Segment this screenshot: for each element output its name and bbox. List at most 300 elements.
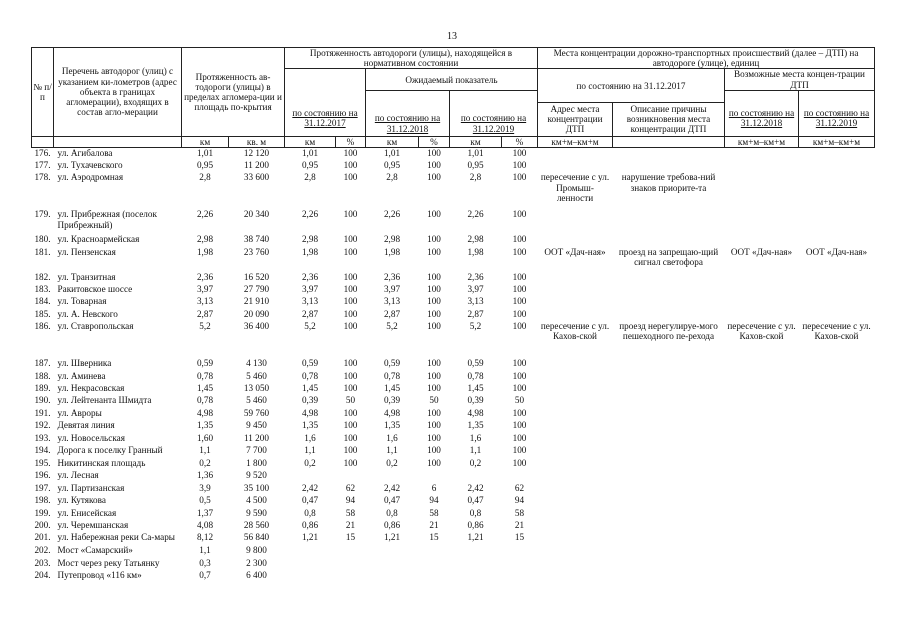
cell-addr: [538, 545, 613, 557]
cell-d19: [799, 284, 875, 296]
cell-p17: 100: [343, 209, 358, 220]
col-dtp-possible: Возможные места концен-трации ДТП: [725, 69, 875, 90]
cell-p17: 100: [343, 296, 358, 307]
cell-p19: 100: [512, 358, 527, 369]
cell-p18: 100: [427, 444, 441, 455]
cell-n18: 0,86: [383, 519, 401, 530]
cell-p18: 100: [427, 296, 441, 307]
cell-sqm: 4 130: [246, 358, 267, 369]
cell-sqm: 7 700: [246, 444, 267, 455]
cell-d18: [725, 558, 799, 570]
col-dtp-reason: Описание причины возникновения места концентрации ДТП: [613, 102, 725, 136]
cell-p18: 100: [427, 321, 441, 332]
cell-km: 1,36: [196, 470, 214, 481]
table-row: [32, 234, 875, 246]
cell-addr: [538, 209, 613, 234]
unit-sqm: кв. м: [229, 136, 285, 147]
cell-n19: 0,59: [467, 358, 484, 369]
cell-n19: [450, 570, 502, 582]
cell-n19: 4,98: [467, 407, 484, 418]
cell-n19: 2,26: [467, 209, 484, 220]
cell-n17: 0,47: [301, 495, 319, 506]
cell-reason: [613, 358, 725, 370]
cell-p17: 100: [343, 407, 358, 418]
cell-name: Девятая линия: [57, 420, 115, 431]
cell-km: 0,78: [196, 370, 214, 381]
cell-d19: [799, 148, 875, 160]
cell-n18: 2,8: [386, 172, 398, 183]
cell-p19: 58: [514, 507, 525, 518]
cell-km: 0,2: [199, 457, 211, 468]
cell-d19: [799, 272, 875, 284]
cell-no: 181.: [34, 246, 51, 257]
cell-d19: [799, 558, 875, 570]
cell-n18: 0,78: [383, 370, 401, 381]
cell-n17: 5,2: [304, 321, 316, 332]
cell-n17: 2,42: [301, 482, 319, 493]
cell-km: 1,01: [196, 148, 214, 159]
cell-reason: [613, 508, 725, 520]
cell-d19: [799, 433, 875, 445]
cell-no: 187.: [34, 358, 51, 369]
cell-n17: 2,98: [301, 234, 319, 245]
cell-d18: [725, 532, 799, 545]
cell-reason: [613, 433, 725, 445]
cell-p19: [502, 545, 538, 557]
table-row: [32, 371, 875, 383]
col-expected: Ожидаемый показатель: [366, 69, 538, 90]
col-state-2017: по состоянию на 31.12.2017: [285, 69, 366, 136]
cell-name: Никитинская площадь: [57, 457, 146, 468]
table-row: [32, 520, 875, 532]
cell-d18: [725, 284, 799, 296]
cell-no: 196.: [34, 470, 51, 481]
cell-name: ул. Лейтенанта Шмидта: [57, 395, 152, 406]
cell-p17: 100: [343, 444, 358, 455]
cell-km: 0,78: [196, 395, 214, 406]
cell-km: 0,3: [199, 557, 211, 568]
cell-sqm: 20 340: [243, 209, 270, 220]
cell-d19: [799, 234, 875, 246]
cell-km: 1,35: [196, 420, 214, 431]
cell-d18: [725, 508, 799, 520]
table-row: [32, 508, 875, 520]
cell-p17: 100: [343, 321, 358, 332]
cell-reason: [613, 483, 725, 495]
cell-no: 189.: [34, 383, 51, 394]
table-row: [32, 483, 875, 495]
cell-sqm: 38 740: [243, 234, 270, 245]
cell-p17: 100: [343, 159, 358, 170]
cell-n19: 0,8: [469, 507, 482, 518]
cell-n18: 2,36: [383, 271, 401, 282]
cell-p18: 15: [429, 532, 439, 543]
cell-addr: [538, 532, 613, 545]
cell-name: ул. Черемшанская: [57, 519, 129, 530]
cell-sqm: 59 760: [243, 407, 270, 418]
cell-d18: [725, 172, 799, 209]
cell-d19: [799, 160, 875, 172]
cell-n18: [366, 570, 419, 582]
col-length: Протяженность ав-тодороги (улицы) в пределах агломера-ции и площадь по-крытия: [182, 48, 285, 137]
cell-reason: [613, 272, 725, 284]
table-row: [32, 545, 875, 557]
cell-p19: 100: [512, 321, 527, 332]
cell-addr: [538, 395, 613, 407]
cell-no: 188.: [34, 370, 51, 381]
cell-p19: 15: [514, 532, 525, 543]
cell-sqm: 1 800: [246, 457, 267, 468]
cell-reason: [613, 408, 725, 420]
cell-reason: [613, 383, 725, 395]
table-row: [32, 532, 875, 545]
table-row: [32, 558, 875, 570]
cell-no: 182.: [34, 271, 51, 282]
cell-sqm: 5 460: [246, 370, 267, 381]
cell-n19: 1,6: [469, 432, 482, 443]
cell-d18: [725, 371, 799, 383]
cell-reason: [613, 209, 725, 234]
cell-sqm: 6 400: [246, 570, 267, 581]
cell-p17: 21: [345, 519, 356, 530]
cell-reason: [613, 284, 725, 296]
cell-km: 2,8: [199, 172, 211, 183]
cell-km: 3,9: [199, 482, 211, 493]
cell-p19: 100: [512, 284, 527, 295]
cell-name: ул. Пензенская: [57, 246, 116, 257]
cell-n18: 1,45: [383, 383, 401, 394]
cell-n19: 0,78: [467, 370, 484, 381]
cell-km: 5,2: [199, 321, 211, 332]
cell-p19: 100: [512, 308, 527, 319]
cell-km: 0,95: [196, 159, 214, 170]
cell-p17: 100: [343, 383, 358, 394]
cell-no: 176.: [34, 148, 51, 159]
cell-n17: 3,13: [301, 296, 319, 307]
cell-name: Мост «Самарский»: [57, 545, 133, 556]
cell-d18: [725, 309, 799, 321]
cell-name: ул. Набережная реки Са-мары: [57, 532, 175, 543]
cell-d18: [725, 209, 799, 234]
cell-p19: 62: [514, 482, 525, 493]
cell-no: 197.: [34, 482, 51, 493]
page-number: 13: [447, 31, 457, 42]
table-row: [32, 433, 875, 445]
cell-km: 2,26: [196, 209, 214, 220]
cell-addr: ООТ «Дач-ная»: [544, 246, 606, 257]
cell-sqm: 56 840: [243, 532, 270, 543]
cell-sqm: 2 300: [246, 557, 267, 568]
cell-n19: 2,8: [469, 172, 482, 183]
cell-n17: 0,39: [301, 395, 319, 406]
cell-p18: 100: [427, 271, 441, 282]
cell-p17: 100: [343, 358, 358, 369]
cell-d18: [725, 148, 799, 160]
cell-d19: [799, 209, 875, 234]
table-row: [32, 284, 875, 296]
cell-addr: [538, 296, 613, 308]
cell-n18: 4,98: [383, 407, 401, 418]
cell-n19: 1,45: [467, 383, 484, 394]
cell-no: 195.: [34, 457, 51, 468]
cell-d19: [799, 408, 875, 420]
cell-no: 203.: [34, 557, 51, 568]
cell-km: 1,1: [199, 444, 211, 455]
cell-n17: 0,8: [304, 507, 316, 518]
cell-d18: [725, 470, 799, 482]
col-dtp-state-2017: по состоянию на 31.12.2017: [538, 69, 725, 102]
cell-p17: 100: [343, 234, 358, 245]
cell-addr: пересечение с ул. Промыш-ленности: [540, 172, 610, 203]
cell-d19: [799, 520, 875, 532]
cell-n19: 2,98: [467, 234, 484, 245]
cell-addr: [538, 445, 613, 458]
cell-d18: [725, 433, 799, 445]
cell-p19: 100: [512, 159, 527, 170]
cell-reason: [613, 570, 725, 582]
cell-km: 0,59: [196, 358, 214, 369]
cell-km: 8,12: [196, 532, 214, 543]
cell-n18: 1,35: [383, 420, 401, 431]
cell-name: ул. Авроры: [57, 407, 102, 418]
table-row: [32, 458, 875, 470]
cell-no: 193.: [34, 432, 51, 443]
cell-d19: [799, 545, 875, 557]
cell-p17: 50: [345, 395, 356, 406]
cell-sqm: 9 590: [246, 507, 267, 518]
cell-no: 202.: [34, 545, 51, 556]
cell-reason: проезд нерегулируе-мого пешеходного пе-рехода: [619, 321, 718, 342]
cell-n18: 1,21: [383, 532, 401, 543]
cell-n18: 1,6: [386, 432, 398, 443]
cell-reason: нарушение требова-ний знаков приорите-та: [621, 172, 716, 193]
cell-p18: 100: [427, 159, 441, 170]
cell-p18: 6: [431, 482, 437, 493]
cell-addr: [538, 483, 613, 495]
cell-d18: [725, 358, 799, 370]
cell-km: 2,98: [196, 234, 214, 245]
cell-n18: 1,98: [383, 246, 401, 257]
cell-sqm: 4 500: [246, 495, 267, 506]
cell-reason: проезд на запрещаю-щий сигнал светофора: [618, 246, 719, 267]
cell-n19: 1,01: [467, 148, 484, 159]
cell-addr: [538, 358, 613, 370]
cell-d19: [799, 296, 875, 308]
cell-n17: 4,98: [301, 407, 319, 418]
cell-name: ул. Енисейская: [57, 507, 117, 518]
cell-n17: 2,26: [301, 209, 319, 220]
cell-p19: 100: [512, 209, 527, 220]
cell-km: 1,1: [199, 545, 211, 556]
cell-p18: 100: [427, 370, 441, 381]
cell-addr: [538, 458, 613, 470]
cell-n17: [285, 570, 336, 582]
cell-p19: 100: [512, 383, 527, 394]
cell-n18: 2,42: [383, 482, 401, 493]
cell-km: 2,36: [196, 271, 214, 282]
cell-sqm: 9 450: [246, 420, 267, 431]
table-row: [32, 358, 875, 370]
col-dtp-address: Адрес места концентрации ДТП: [538, 102, 613, 136]
cell-n18: 2,87: [383, 308, 401, 319]
cell-n17: 2,36: [301, 271, 319, 282]
cell-p18: 100: [427, 234, 441, 245]
cell-reason: [613, 395, 725, 407]
cell-p18: 100: [427, 432, 441, 443]
cell-reason: [613, 445, 725, 458]
cell-name: ул. Тухачевского: [57, 159, 123, 170]
cell-n17: 2,8: [304, 172, 316, 183]
cell-sqm: 12 120: [243, 148, 270, 159]
cell-sqm: 23 760: [243, 246, 270, 257]
cell-p19: 100: [512, 432, 527, 443]
cell-name: Мост через реку Татьянку: [57, 557, 160, 568]
cell-reason: [613, 309, 725, 321]
cell-p17: [336, 570, 366, 582]
cell-n17: 1,21: [301, 532, 319, 543]
cell-addr: [538, 371, 613, 383]
cell-p19: 100: [512, 420, 527, 431]
cell-reason: [613, 495, 725, 507]
cell-p19: 100: [512, 234, 527, 245]
table-row: [32, 309, 875, 321]
cell-d18: [725, 495, 799, 507]
cell-p18: 100: [427, 407, 441, 418]
cell-p17: 58: [345, 507, 356, 518]
cell-p17: [336, 470, 366, 482]
cell-n19: 0,39: [467, 395, 484, 406]
cell-d18: [725, 296, 799, 308]
cell-n19: 0,95: [467, 159, 484, 170]
cell-n17: 0,95: [301, 159, 319, 170]
cell-name: ул. А. Невского: [57, 308, 118, 319]
cell-addr: [538, 284, 613, 296]
cell-p19: 100: [512, 457, 527, 468]
cell-addr: [538, 309, 613, 321]
cell-addr: [538, 272, 613, 284]
cell-sqm: 11 200: [244, 159, 269, 170]
table-row: [32, 570, 875, 582]
cell-n18: 2,98: [383, 234, 401, 245]
cell-no: 185.: [34, 308, 51, 319]
cell-n17: 1,01: [301, 148, 319, 159]
cell-p17: 100: [343, 148, 358, 159]
cell-p17: 100: [343, 246, 358, 257]
cell-sqm: 27 790: [243, 284, 270, 295]
cell-p18: 100: [427, 420, 441, 431]
cell-no: 183.: [34, 284, 51, 295]
cell-sqm: 21 910: [243, 296, 270, 307]
cell-d19: [799, 358, 875, 370]
cell-n19: 3,97: [467, 284, 484, 295]
table-row: [32, 408, 875, 420]
cell-p18: 100: [427, 172, 441, 183]
cell-p17: 100: [343, 457, 358, 468]
cell-n17: 0,59: [301, 358, 319, 369]
cell-no: 178.: [34, 172, 51, 183]
cell-d19: [799, 420, 875, 432]
cell-no: 192.: [34, 420, 51, 431]
cell-reason: [613, 532, 725, 545]
cell-d19: [799, 309, 875, 321]
cell-p18: 100: [427, 358, 441, 369]
cell-p17: [336, 558, 366, 570]
cell-p17: 94: [345, 495, 356, 506]
cell-n18: 2,26: [383, 209, 401, 220]
cell-name: ул. Аминева: [57, 370, 106, 381]
cell-addr: [538, 495, 613, 507]
cell-p19: [502, 558, 538, 570]
cell-reason: [613, 371, 725, 383]
cell-p19: [502, 470, 538, 482]
cell-n17: 0,2: [304, 457, 316, 468]
cell-n18: [366, 545, 419, 557]
cell-n19: 1,21: [467, 532, 484, 543]
cell-sqm: 33 600: [243, 172, 270, 183]
cell-p19: 94: [514, 495, 525, 506]
table-row: [32, 420, 875, 432]
table-row: [32, 148, 875, 160]
cell-p19: 100: [512, 148, 527, 159]
cell-p18: 100: [427, 383, 441, 394]
cell-n17: 1,45: [301, 383, 319, 394]
cell-n18: [366, 470, 419, 482]
cell-addr: [538, 408, 613, 420]
cell-d18: [725, 395, 799, 407]
cell-p17: 100: [343, 308, 358, 319]
cell-km: 3,13: [196, 296, 214, 307]
col-dtp-2018: по состоянию на 31.12.2018: [725, 90, 799, 136]
cell-name: ул. Партизанская: [57, 482, 125, 493]
cell-d18: [725, 408, 799, 420]
cell-p19: 50: [514, 395, 525, 406]
cell-p17: 100: [343, 172, 358, 183]
cell-addr: [538, 470, 613, 482]
table-row: [32, 321, 875, 358]
cell-reason: [613, 160, 725, 172]
cell-n19: 5,2: [469, 321, 482, 332]
cell-n17: 0,86: [301, 519, 319, 530]
cell-n19: 0,2: [469, 457, 482, 468]
cell-p18: [419, 570, 450, 582]
cell-no: 190.: [34, 395, 51, 406]
cell-n19: 1,1: [469, 444, 482, 455]
cell-n19: 3,13: [467, 296, 484, 307]
cell-sqm: 28 560: [243, 519, 270, 530]
table-row: [32, 445, 875, 458]
table-row: [32, 160, 875, 172]
cell-d19: пересечение с ул. Кахов-ской: [802, 321, 871, 342]
cell-reason: [613, 545, 725, 557]
cell-p18: [419, 558, 450, 570]
cell-no: 184.: [34, 296, 51, 307]
cell-sqm: 9 520: [246, 470, 267, 481]
cell-no: 198.: [34, 495, 51, 506]
table-row: [32, 395, 875, 407]
cell-km: 0,7: [199, 570, 211, 581]
cell-name: Дорога к поселку Гранный: [57, 444, 163, 455]
cell-p19: [502, 570, 538, 582]
cell-p18: [419, 470, 450, 482]
cell-p17: 100: [343, 284, 358, 295]
cell-n19: 1,35: [467, 420, 484, 431]
cell-no: 191.: [34, 407, 51, 418]
cell-reason: [613, 296, 725, 308]
cell-d18: [725, 445, 799, 458]
cell-addr: [538, 234, 613, 246]
cell-n17: 1,35: [301, 420, 319, 431]
cell-n17: 0,78: [301, 370, 319, 381]
